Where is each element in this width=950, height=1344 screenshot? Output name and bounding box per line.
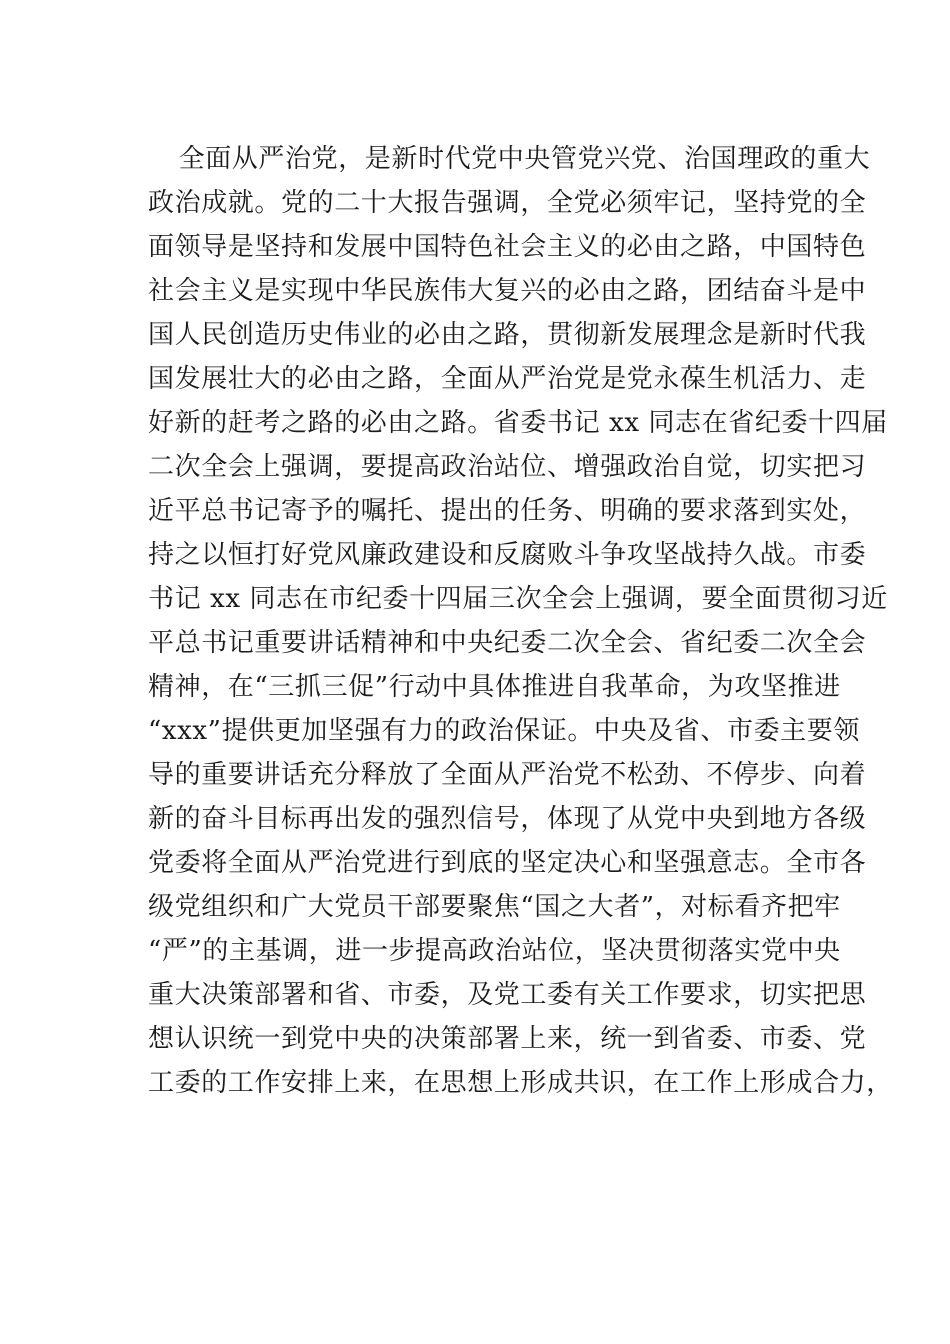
text-line-8: 二次全会上强调，要提高政治站位、增强政治自觉，切实把习 (148, 452, 867, 482)
text-line-2: 政治成就。党的二十大报告强调，全党必须牢记，坚持党的全 (148, 188, 867, 218)
body-paragraph (148, 137, 893, 1105)
text-line-21: 想认识统一到党中央的决策部署上来，统一到省委、市委、党 (148, 1024, 867, 1054)
text-line-13: 精神，在“三抓三促”行动中具体推进自我革命，为攻坚推进 (148, 672, 841, 702)
text-line-5: 国人民创造历史伟业的必由之路，贯彻新发展理念是新时代我 (148, 320, 867, 350)
text-line-15: 导的重要讲话充分释放了全面从严治党不松劲、不停步、向着 (148, 760, 867, 790)
text-line-4: 社会主义是实现中华民族伟大复兴的必由之路，团结奋斗是中 (148, 276, 867, 306)
text-line-17: 党委将全面从严治党进行到底的坚定决心和坚强意志。全市各 (148, 848, 867, 878)
text-line-12: 平总书记重要讲话精神和中央纪委二次全会、省纪委二次全会 (148, 628, 867, 658)
text-line-6: 国发展壮大的必由之路，全面从严治党是党永葆生机活力、走 (148, 364, 867, 394)
text-line-16: 新的奋斗目标再出发的强烈信号，体现了从党中央到地方各级 (148, 804, 867, 834)
text-line-9: 近平总书记寄予的嘱托、提出的任务、明确的要求落到实处， (148, 496, 867, 526)
text-line-3: 面领导是坚持和发展中国特色社会主义的必由之路，中国特色 (148, 232, 867, 262)
text-line-20: 重大决策部署和省、市委，及党工委有关工作要求，切实把思 (148, 980, 867, 1010)
text-line-10: 持之以恒打好党风廉政建设和反腐败斗争攻坚战持久战。市委 (148, 540, 867, 570)
text-line-22: 工委的工作安排上来，在思想上形成共识，在工作上形成合力， (148, 1068, 893, 1098)
text-line-7: 好新的赶考之路的必由之路。省委书记 xx 同志在省纪委十四届 (148, 408, 888, 438)
text-line-19: “严”的主基调，进一步提高政治站位，坚决贯彻落实党中央 (148, 936, 841, 966)
text-line-18: 级党组织和广大党员干部要聚焦“国之大者”，对标看齐把牢 (148, 892, 841, 922)
text-line-1: 全面从严治党，是新时代党中央管党兴党、治国理政的重大 (152, 144, 871, 174)
text-line-11: 书记 xx 同志在市纪委十四届三次全会上强调，要全面贯彻习近 (148, 584, 888, 614)
text-line-14: “xxx”提供更加坚强有力的政治保证。中央及省、市委主要领 (148, 716, 860, 746)
